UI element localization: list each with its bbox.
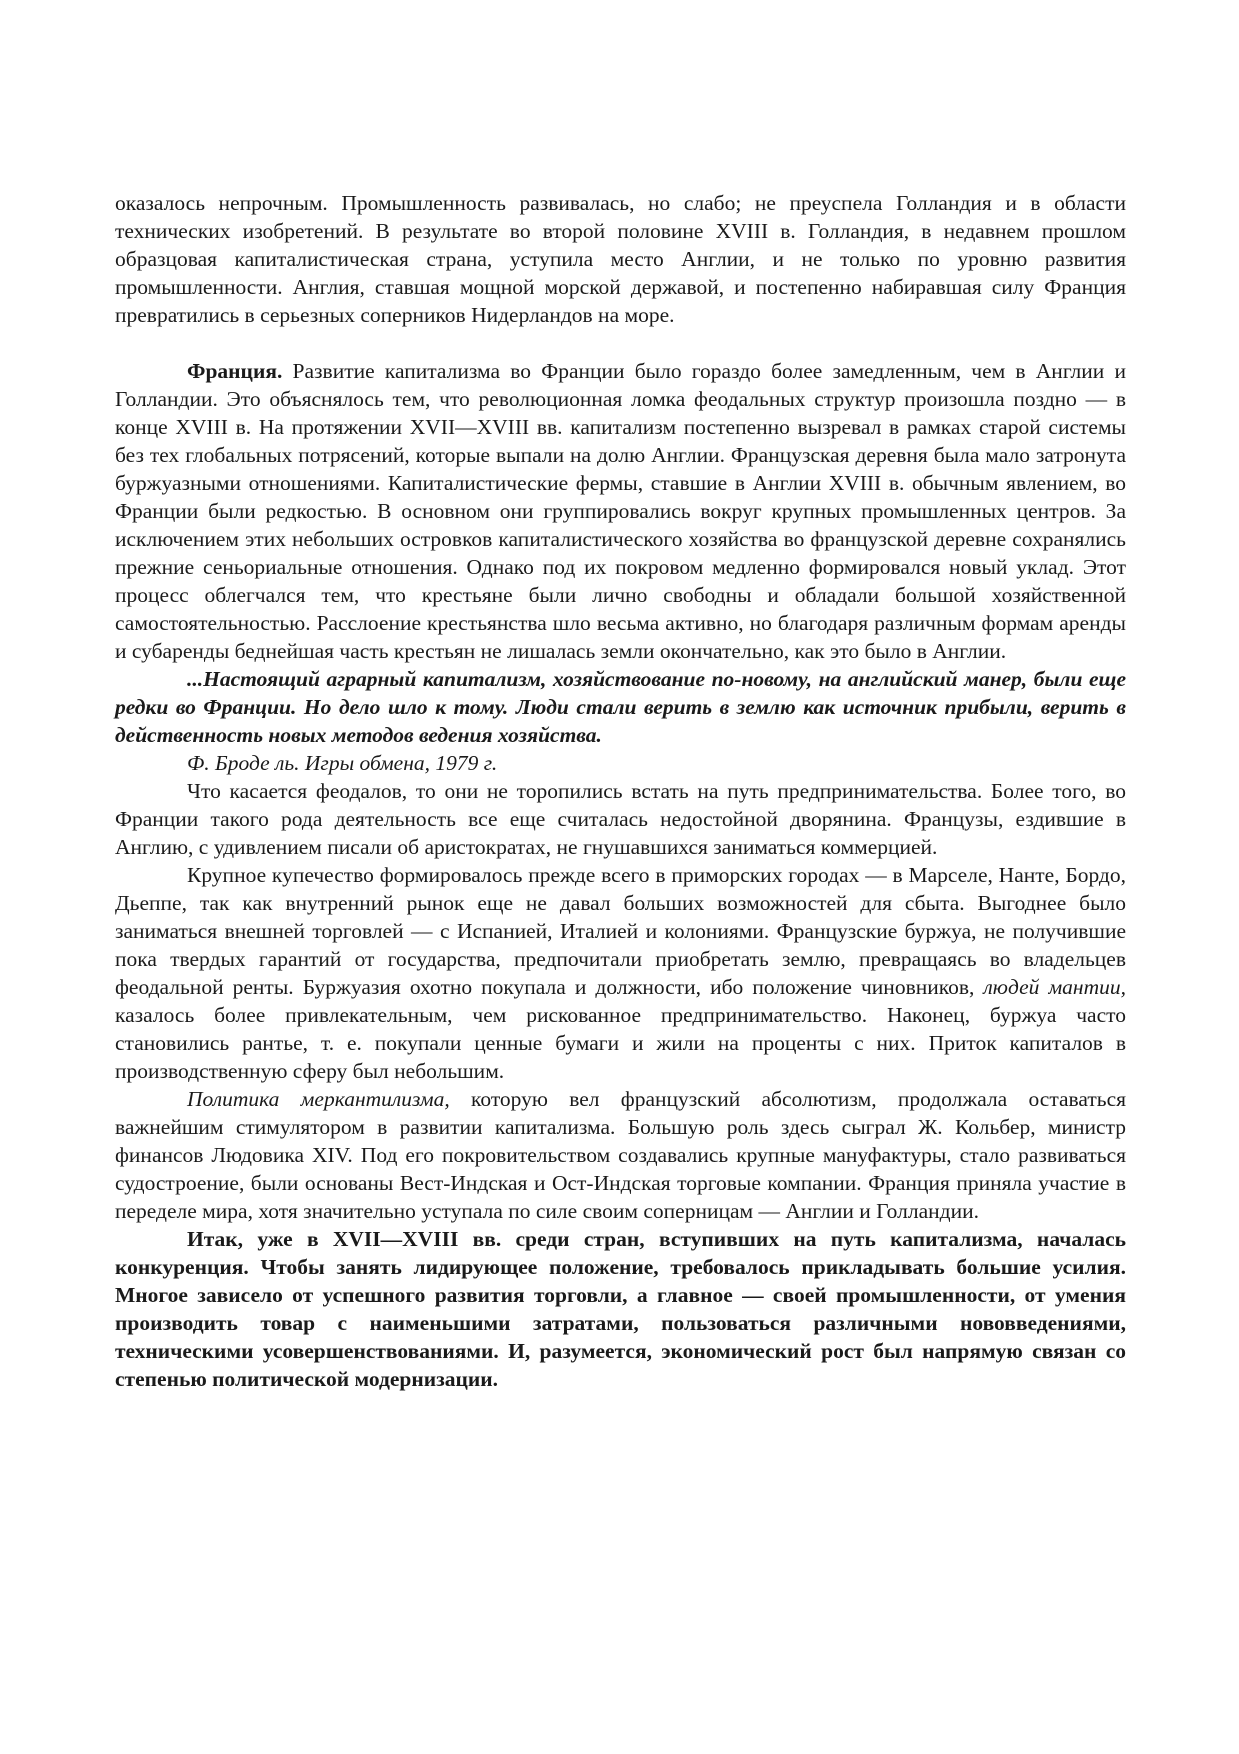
document-page — [115, 189, 1126, 1393]
merchants-text-2: казалось более привлекательным, чем рискованное предпринимательство. Наконец, буржуа часто становились рантье, т. е. покупали ценные бумаги и жили на проценты с них. Приток капиталов в производственную сферу был небольшим. — [115, 1003, 1126, 1083]
merchants-text-1: Крупное купечество формировалось прежде всего в приморских городах — в Марселе, Нанте, Бордо, Дьеппе, так как внутренний рынок еще не давал больших возможностей для сбыта. Выгоднее было заниматься внешней торговлей — с Испанией, Италией и колониями. Французские буржуа, не получившие пока твердых гарантий от государства, предпочитали приобретать землю, превращаясь во владельцев феодальной ренты. Буржуазия охотно покупала и должности, ибо положение чиновников, — [115, 863, 1126, 999]
paragraph-gap — [115, 329, 1126, 357]
mercantilism-term-italic: Политика меркантилизма, — [187, 1087, 450, 1111]
mercantilism-text: которую вел французский абсолютизм, продолжала оставаться важнейшим стимулятором в развитии капитализма. Большую роль здесь сыграл Ж. Кольбер, министр финансов Людовика XIV. Под его покровительством создавались крупные мануфактуры, стало развиваться судостроение, были основаны Вест-Индская и Ост-Индская торговые компании. Франция приняла участие в переделе мира, хотя значительно уступала по силе своим соперницам — Англии и Голландии. — [115, 1087, 1127, 1223]
quote-source: Ф. Броде ль. Игры обмена, 1979 г. — [187, 751, 498, 775]
section-heading-france: Франция. — [187, 359, 283, 383]
paragraph-conclusion: Итак, уже в XVII—XVIII вв. среди стран, вступивших на путь капитализма, началась конкуренция. Чтобы занять лидирующее положение, требовалось прикладывать большие усилия. Многое зависело от успешного развития торговли, а главное — своей промышленности, от умения производить товар с наименьшими затратами, пользоваться различными нововведениями, техническими усовершенствованиями. И, разумеется, экономический рост был напрямую связан со степенью политической модернизации. — [115, 1227, 1126, 1391]
paragraph-feudal-lords: Что касается феодалов, то они не торопились встать на путь предпринимательства. Более того, во Франции такого рода деятельность все еще считалась недостойной дворянина. Французы, ездившие в Англию, с удивлением писали об аристократах, не гнушавшихся заниматься коммерцией. — [115, 779, 1126, 859]
paragraph-merchants — [115, 861, 1126, 1085]
paragraph-france — [115, 357, 1126, 665]
paragraph-mercantilism — [115, 1085, 1126, 1225]
france-text: Развитие капитализма во Франции было гораздо более замедленным, чем в Англии и Голландии. Это объяснялось тем, что революционная ломка феодальных структур произошла поздно — в конце XVIII в. На протяжении XVII—XVIII вв. капитализм постепенно вызревал в рамках старой системы без тех глобальных потрясений, которые выпали на долю Англии. Французская деревня была мало затронута буржуазными отношениями. Капиталистические фермы, ставшие в Англии XVIII в. обычным явлением, во Франции были редкостью. В основном они группировались вокруг крупных промышленных центров. За исключением этих небольших островков капиталистического хозяйства во французской деревне сохранялись прежние сеньориальные отношения. Однако под их покровом медленно формировался новый уклад. Этот процесс облегчался тем, что крестьяне были лично свободны и обладали большой хозяйственной самостоятельностью. Расслоение крестьянства шло весьма активно, но благодаря различным формам аренды и субаренды беднейшая часть крестьян не лишалась земли окончательно, как это было в Англии. — [115, 359, 1126, 663]
paragraph-netherlands-end: оказалось непрочным. Промышленность развивалась, но слабо; не преуспела Голландия и в области технических изобретений. В результате во второй половине XVIII в. Голландия, в недавнем прошлом образцовая капиталистическая страна, уступила место Англии, и не только по уровню развития промышленности. Англия, ставшая мощной морской державой, и постепенно набиравшая силу Франция превратились в серьезных соперников Нидерландов на море. — [115, 191, 1126, 327]
merchants-term-italic: людей мантии, — [983, 975, 1126, 999]
quote-braudel: ...Настоящий аграрный капитализм, хозяйствование по-новому, на английский манер, были еще редки во Франции. Но дело шло к тому. Люди стали верить в землю как источник прибыли, верить в действенность новых методов ведения хозяйства. — [115, 667, 1126, 747]
